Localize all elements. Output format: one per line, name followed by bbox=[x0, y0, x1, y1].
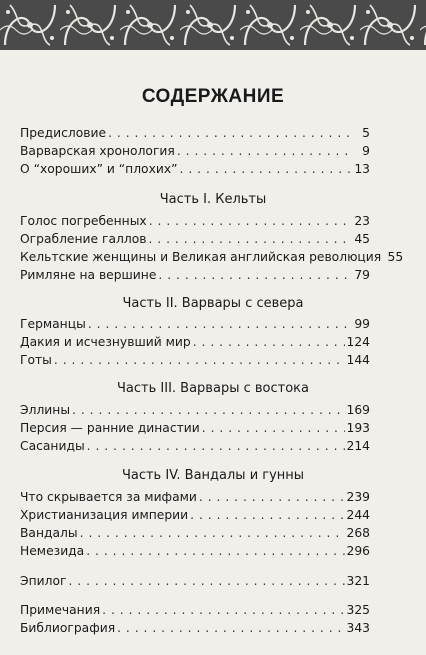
toc-entry-page: 321 bbox=[346, 574, 370, 588]
toc-leader-dots bbox=[190, 508, 344, 522]
toc-entry bbox=[20, 214, 370, 228]
toc-entry-page: 45 bbox=[354, 232, 370, 246]
toc-entry-page: 144 bbox=[346, 353, 370, 367]
toc-leader-dots bbox=[68, 574, 344, 588]
toc-entry-title: Вандалы bbox=[20, 526, 78, 540]
toc-entry-title: Голос погребенных bbox=[20, 214, 147, 228]
part-heading: Часть IV. Вандалы и гунны bbox=[121, 468, 305, 483]
toc-entry-page: 343 bbox=[346, 621, 370, 635]
toc-entry-page: 169 bbox=[346, 403, 370, 417]
toc-entry-title: Библиография bbox=[20, 621, 116, 635]
toc-entry-page: 99 bbox=[354, 317, 370, 331]
toc-entry-page: 9 bbox=[362, 144, 370, 158]
toc-entry-title: Германцы bbox=[20, 317, 86, 331]
toc-entry-title: Персия — ранние династии bbox=[20, 421, 200, 435]
toc-entry-page: 79 bbox=[354, 268, 370, 282]
toc-entry bbox=[20, 232, 370, 246]
toc-leader-dots bbox=[117, 621, 344, 635]
toc-entry-page: 296 bbox=[346, 544, 370, 558]
toc-entry bbox=[20, 526, 370, 540]
toc-leader-dots bbox=[158, 268, 350, 282]
toc-entry-page: 325 bbox=[346, 603, 370, 617]
toc-entry-title: Христианизация империи bbox=[20, 508, 189, 522]
toc-leader-dots bbox=[80, 526, 345, 540]
toc-entry-title: Ограбление галлов bbox=[20, 232, 147, 246]
toc-leader-dots bbox=[149, 214, 350, 228]
part-heading: Часть III. Варвары с востока bbox=[117, 381, 309, 396]
toc-entry-title: Готы bbox=[20, 353, 52, 367]
toc-entry bbox=[20, 250, 404, 264]
toc-leader-dots bbox=[202, 421, 345, 435]
toc-entry-title: Примечания bbox=[20, 603, 101, 617]
toc-entry-page: 193 bbox=[346, 421, 370, 435]
toc-entry-page: 124 bbox=[346, 335, 370, 349]
toc-leader-dots bbox=[102, 603, 344, 617]
decorative-ornament-band bbox=[0, 0, 426, 50]
page-title: СОДЕРЖАНИЕ bbox=[141, 86, 285, 107]
toc-entry-title: Кельтские женщины и Великая английская революция bbox=[20, 250, 382, 264]
toc-entry-title: Что скрывается за мифами bbox=[20, 490, 197, 504]
toc-entry-page: 239 bbox=[346, 490, 370, 504]
ornament-pattern-icon bbox=[0, 0, 426, 50]
toc-entry bbox=[20, 403, 370, 417]
toc-entry bbox=[20, 574, 370, 588]
toc-entry bbox=[20, 162, 370, 176]
part-heading: Часть I. Кельты bbox=[159, 192, 267, 207]
part-heading: Часть II. Варвары с севера bbox=[122, 296, 304, 311]
toc-entry-page: 5 bbox=[362, 126, 370, 140]
toc-entry-title: Сасаниды bbox=[20, 439, 85, 453]
toc-entry bbox=[20, 126, 370, 140]
toc-entry bbox=[20, 490, 370, 504]
toc-leader-dots bbox=[54, 353, 345, 367]
toc-entry-title: Немезида bbox=[20, 544, 85, 558]
toc-entry-page: 23 bbox=[354, 214, 370, 228]
toc-entry-title: О “хороших” и “плохих” bbox=[20, 162, 178, 176]
toc-entry bbox=[20, 508, 370, 522]
toc-entry-page: 268 bbox=[346, 526, 370, 540]
toc-leader-dots bbox=[72, 403, 344, 417]
toc-entry-title: Эллины bbox=[20, 403, 71, 417]
toc-entry bbox=[20, 353, 370, 367]
toc-entry bbox=[20, 317, 370, 331]
toc-entry-title: Эпилог bbox=[20, 574, 67, 588]
toc-leader-dots bbox=[108, 126, 350, 140]
toc-entry bbox=[20, 603, 370, 617]
toc-entry-page: 214 bbox=[346, 439, 370, 453]
toc-entry-title: Варварская хронология bbox=[20, 144, 175, 158]
toc-leader-dots bbox=[148, 232, 350, 246]
toc-entry bbox=[20, 421, 370, 435]
toc-leader-dots bbox=[87, 439, 345, 453]
toc-leader-dots bbox=[180, 162, 351, 176]
toc-entry bbox=[20, 544, 370, 558]
toc-entry bbox=[20, 621, 370, 635]
toc-entry-page: 55 bbox=[387, 250, 404, 264]
toc-entry bbox=[20, 439, 370, 453]
toc-entry bbox=[20, 268, 370, 282]
toc-entry-title: Предисловие bbox=[20, 126, 107, 140]
toc-leader-dots bbox=[177, 144, 350, 158]
toc-leader-dots bbox=[199, 490, 345, 504]
toc-entry bbox=[20, 335, 370, 349]
toc-entry-page: 244 bbox=[346, 508, 370, 522]
toc-leader-dots bbox=[86, 544, 344, 558]
toc-entry-title: Римляне на вершине bbox=[20, 268, 157, 282]
toc-entry-title: Дакия и исчезнувший мир bbox=[20, 335, 191, 349]
toc-entry bbox=[20, 144, 370, 158]
toc-entry-page: 13 bbox=[354, 162, 370, 176]
toc-leader-dots bbox=[88, 317, 350, 331]
toc-leader-dots bbox=[193, 335, 345, 349]
